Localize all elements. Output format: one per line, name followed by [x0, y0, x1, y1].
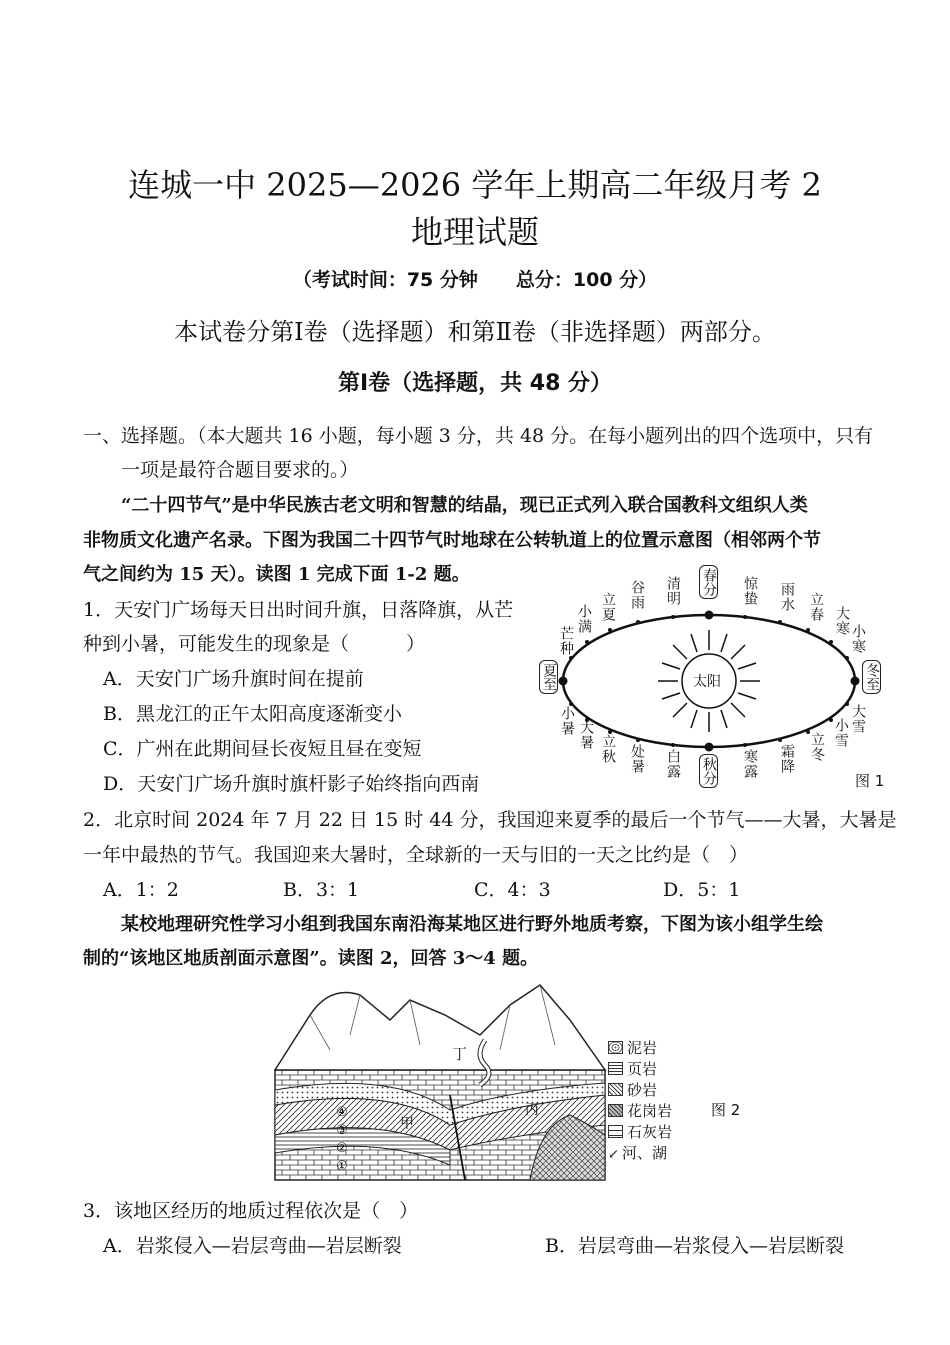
q1-option-c: C．广州在此期间昼长夜短且昼在变短 [103, 738, 422, 760]
term-xiaoman: 小满 [576, 604, 592, 634]
term-dahan: 大寒 [834, 606, 850, 636]
figure1-caption: 图 1 [855, 772, 885, 790]
term-mangzhong: 芒种 [558, 626, 574, 656]
q1-option-d: D．天安门广场升旗时旗杆影子始终指向西南 [103, 773, 480, 795]
term-xiaohan: 小寒 [850, 624, 866, 654]
term-daxue: 大雪 [850, 704, 866, 734]
term-lixia: 立夏 [600, 592, 616, 622]
term-qingming: 清明 [665, 576, 681, 606]
passage1-line3: 气之间约为 15 天）。读图 1 完成下面 1-2 题。 [83, 564, 470, 585]
legend-shale: 页岩 [608, 1058, 657, 1079]
term-lidong: 立冬 [809, 732, 825, 762]
label-ding: 丁 [452, 1045, 468, 1063]
label-layer2: ② [336, 1141, 348, 1156]
q2-option-b: B．3：1 [283, 879, 360, 901]
figure1-orbit-diagram [525, 568, 895, 798]
passage2-line2: 制的“该地区地质剖面示意图”。读图 2，回答 3～4 题。 [83, 948, 539, 969]
term-chushu: 处暑 [629, 744, 645, 774]
term-dongzhi: 冬至 [862, 660, 881, 694]
legend-mudstone: 泥岩 [608, 1037, 657, 1058]
term-guyu: 谷雨 [629, 580, 645, 610]
subject-title: 地理试题 [410, 213, 539, 251]
term-hanlu: 寒露 [742, 749, 758, 779]
summer-solstice-dot [559, 677, 568, 686]
legend-limestone: 石灰岩 [608, 1121, 672, 1142]
spring-equinox-dot [705, 611, 714, 620]
autumn-equinox-dot [705, 743, 714, 752]
term-dashu: 大暑 [578, 720, 594, 750]
passage1-line1: “二十四节气”是中华民族古老文明和智慧的结晶，现已正式列入联合国教科文组织人类 [121, 495, 808, 516]
label-bing: 丙 [525, 1102, 539, 1118]
q2-option-c: C．4：3 [474, 879, 551, 901]
term-qiufen: 秋分 [699, 754, 718, 788]
page-title: 连城一中 2025—2026 学年上期高二年级月考 2 [128, 166, 822, 204]
term-shuangjiang: 霜降 [779, 744, 795, 774]
q1-stem-line2: 种到小暑，可能发生的现象是（ ） [83, 633, 426, 655]
figure2-caption: 图 2 [711, 1101, 741, 1119]
label-layer1: ① [336, 1159, 348, 1174]
q2-stem-line2: 一年中最热的节气。我国迎来大暑时，全球新的一天与旧的一天之比约是（ ） [83, 844, 749, 866]
q1-stem-line1: 1．天安门广场每天日出时间升旗，日落降旗，从芒 [83, 599, 514, 621]
passage2-line1: 某校地理研究性学习小组到我国东南沿海某地区进行野外地质考察，下图为该小组学生绘 [121, 914, 823, 935]
term-liqiu: 立秋 [600, 734, 616, 764]
exam-info: （考试时间：75 分钟 总分：100 分） [292, 269, 658, 291]
legend-sandstone: 砂岩 [608, 1079, 657, 1100]
winter-solstice-dot [851, 677, 860, 686]
intro-text: 本试卷分第Ⅰ卷（选择题）和第Ⅱ卷（非选择题）两部分。 [174, 318, 776, 346]
term-jingzhe: 惊蛰 [742, 576, 758, 606]
geology-svg [270, 975, 610, 1185]
legend-river-lake: ↙ 河、湖 [608, 1144, 668, 1162]
q2-option-d: D．5：1 [663, 879, 741, 901]
term-xiaoxue: 小雪 [833, 718, 849, 748]
term-bailu: 白露 [665, 749, 681, 779]
passage1-line2: 非物质文化遗产名录。下图为我国二十四节气时地球在公转轨道上的位置示意图（相邻两个节 [83, 530, 821, 551]
q3-option-b: B．岩层弯曲—岩浆侵入—岩层断裂 [545, 1235, 844, 1257]
term-xiazhi: 夏至 [539, 660, 558, 694]
term-yushui: 雨水 [779, 582, 795, 612]
sun-label: 太阳 [693, 674, 721, 690]
q3-stem: 3．该地区经历的地质过程依次是（ ） [83, 1200, 419, 1222]
section-instruction-line1: 一、选择题。（本大题共 16 小题，每小题 3 分，共 48 分。在每小题列出的四个选项中，只有 [83, 425, 874, 447]
q2-option-a: A．1：2 [103, 879, 179, 901]
part-title: 第Ⅰ卷（选择题，共 48 分） [337, 371, 613, 396]
q1-option-b: B．黑龙江的正午太阳高度逐渐变小 [103, 703, 402, 725]
label-layer3: ③ [336, 1123, 348, 1138]
q3-option-a: A．岩浆侵入—岩层弯曲—岩层断裂 [103, 1235, 402, 1257]
term-lichun: 立春 [808, 592, 824, 622]
figure2-geology-diagram [270, 975, 760, 1185]
label-layer4: ④ [336, 1105, 348, 1120]
legend-granite: 花岗岩 [608, 1100, 672, 1121]
q2-stem-line1: 2．北京时间 2024 年 7 月 22 日 15 时 44 分，我国迎来夏季的最后一个节气——大暑，大暑是 [83, 809, 897, 831]
label-jia: 甲 [400, 1116, 414, 1132]
q1-option-a: A．天安门广场升旗时间在提前 [103, 668, 364, 690]
term-chunfen: 春分 [699, 565, 718, 599]
section-instruction-line2: 一项是最符合题目要求的。） [121, 459, 359, 481]
term-xiaoshu: 小暑 [559, 706, 575, 736]
river-lake-icon: ↙ [608, 1147, 619, 1162]
